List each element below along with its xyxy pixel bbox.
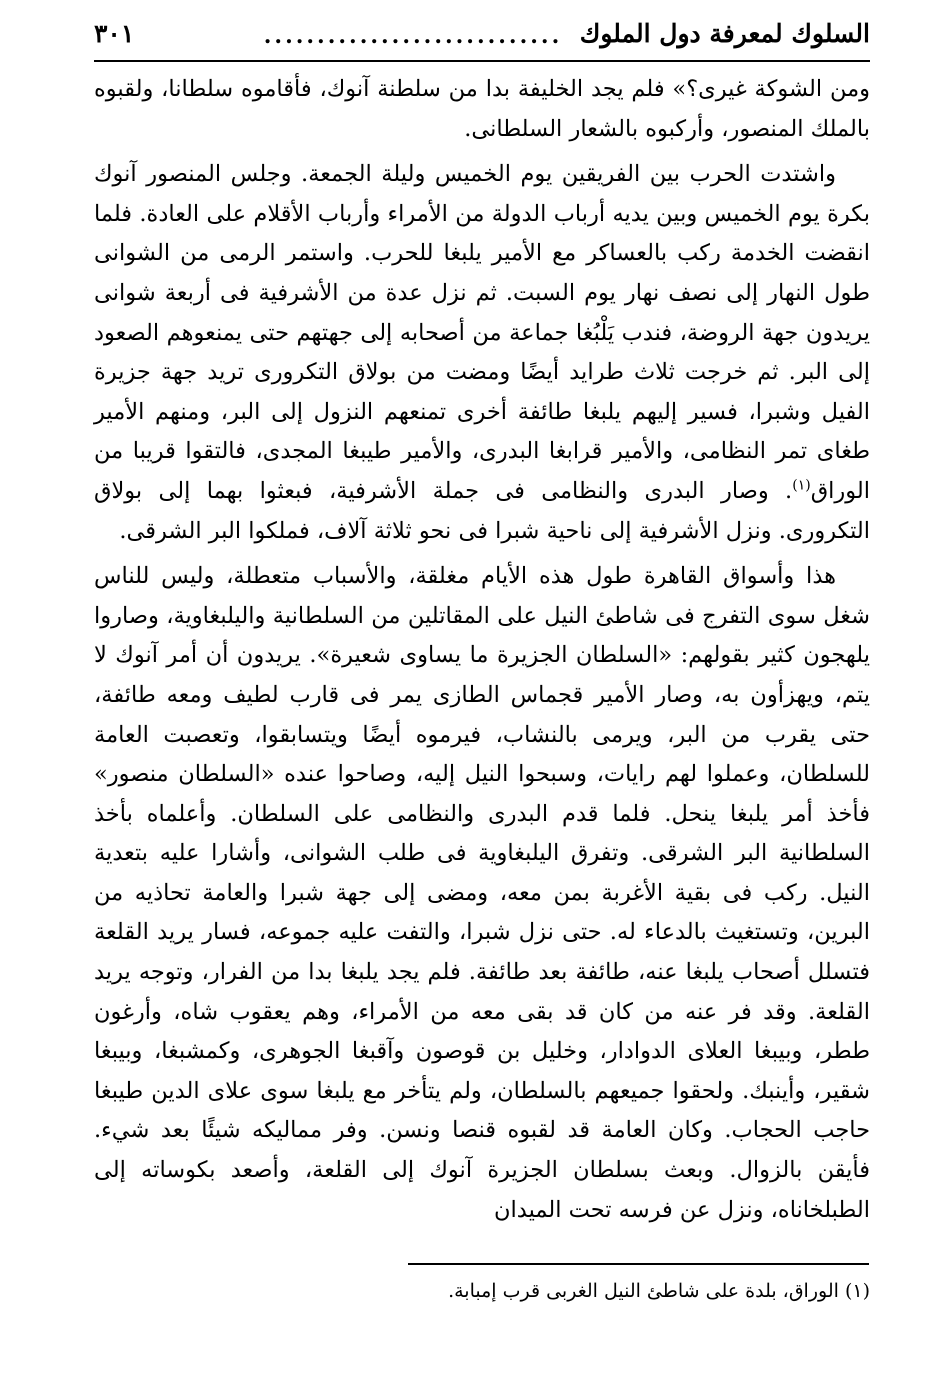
paragraph-1-text: ومن الشوكة غيرى؟» فلم يجد الخليفة بدا من سلطنة آنوك، فأقاموه سلطانا، ولقبوه بالملك المنصور، وأركبوه بالشعار السلطانى. — [94, 76, 870, 142]
footnote-divider — [408, 1263, 869, 1265]
book-title: السلوك لمعرفة دول الملوك — [579, 19, 870, 48]
page-number: ٣٠١ — [94, 19, 135, 48]
leader-dots: ............................ — [263, 23, 563, 49]
paragraph-3-text: هذا وأسواق القاهرة طول هذه الأيام مغلقة، والأسباب متعطلة، وليس للناس شغل سوى التفرج فى شاطئ النيل على المقاتلين من السلطانية واليلبغاوية، وصاروا يلهجون كثير بقولهم: «السلطان الجزيرة ما يساوى شعيرة». يريدون أن أمر آنوك لا يتم، ويهزأون به، وصار الأمير قجماس الطازى يمر فى قارب لطيف ومعه طائفة، حتى يقرب من البر، ويرمى بالنشاب، فيرموه أيضًا ويتسابقوا، وتعصبت العامة للسلطان، وعملوا لهم رايات، وسبحوا النيل إليه، وصاحوا عنده «السلطان منصور» فأخذ أمر يلبغا ينحل. فلما قدم البدرى والنظامى على السلطان. وأعلماه بأخذ السلطانية البر الشرقى. وتفرق اليلبغاوية فى طلب الشوانى، وأشارا عليه بتعدية النيل. ركب فى بقية الأغربة بمن معه، ومضى إلى جهة شبرا والعامة تحاذيه من البرين، وتستغيث بالدعاء له. حتى نزل شبرا، والتفت عليه جموعه، فسار يريد القلعة فتسلل أصحاب يلبغا عنه، طائفة بعد طائفة. فلم يجد يلبغا بدا من الفرار، وتوجه يريد القلعة. وقد فر عنه من كان قد بقى معه من الأمراء، وهم يعقوب شاه، وأرغون ططر، وبيبغا العلاى الدوادار، وخليل بن قوصون وآقبغا الجوهرى، وكمشبغا، وبيبغا شقير، وأينبك. ولحقوا جميعهم بالسلطان، ولم يتأخر مع يلبغا سوى علاى الدين طيبغا حاجب الحجاب. وكان العامة قد لقبوه قنصا ونسن. وفر مماليكه شيئًا بعد شيء. فأيقن بالزوال. وبعث بسلطان الجزيرة آنوك إلى القلعة، وأصعد بكوساته إلى الطبلخاناه، ونزل عن فرسه تحت الميدان — [94, 563, 870, 1223]
paragraph-2 — [94, 155, 870, 551]
paragraph-2-tail: . وصار البدرى والنظامى فى جملة الأشرفية، فبعثوا بهما إلى بولاق التكرورى. ونزل الأشرفية إلى ناحية شبرا فى نحو ثلاثة آلاف، فملكوا البر الشرقى. — [94, 477, 870, 544]
footnote-reference[interactable]: (١) — [792, 477, 811, 494]
page — [94, 14, 870, 1302]
running-header — [94, 14, 870, 62]
footnote: (١) الوراق، بلدة على شاطئ النيل الغربى قرب إمبابة. — [448, 1280, 870, 1302]
paragraph-3 — [94, 557, 870, 1230]
paragraph-2-text: واشتدت الحرب بين الفريقين يوم الخميس وليلة الجمعة. وجلس المنصور آنوك بكرة يوم الخميس وبين يديه أرباب الدولة من الأمراء وأرباب الأقلام على العادة. فلما انقضت الخدمة ركب بالعساكر مع الأمير يلبغا للحرب. واستمر الرمى من الشوانى طول النهار إلى نصف نهار يوم السبت. ثم نزل عدة من الأشرفية فى أربعة شوانى يريدون جهة الروضة، فندب يَلْبُغا جماعة من أصحابه إلى جهتهم حتى يمنعوهم الصعود إلى البر. ثم خرجت ثلاث طرايد أيضًا ومضت من بولاق التكرورى تريد جهة جزيرة الفيل وشبرا، فسير إليهم يلبغا طائفة أخرى تمنعهم النزول إلى البر، ومنهم الأمير طغاى تمر النظامى، والأمير قرابغا البدرى، والأمير طيبغا المجدى، فالتقوا قريبا من الوراق — [94, 161, 870, 504]
paragraph-1 — [94, 70, 870, 149]
